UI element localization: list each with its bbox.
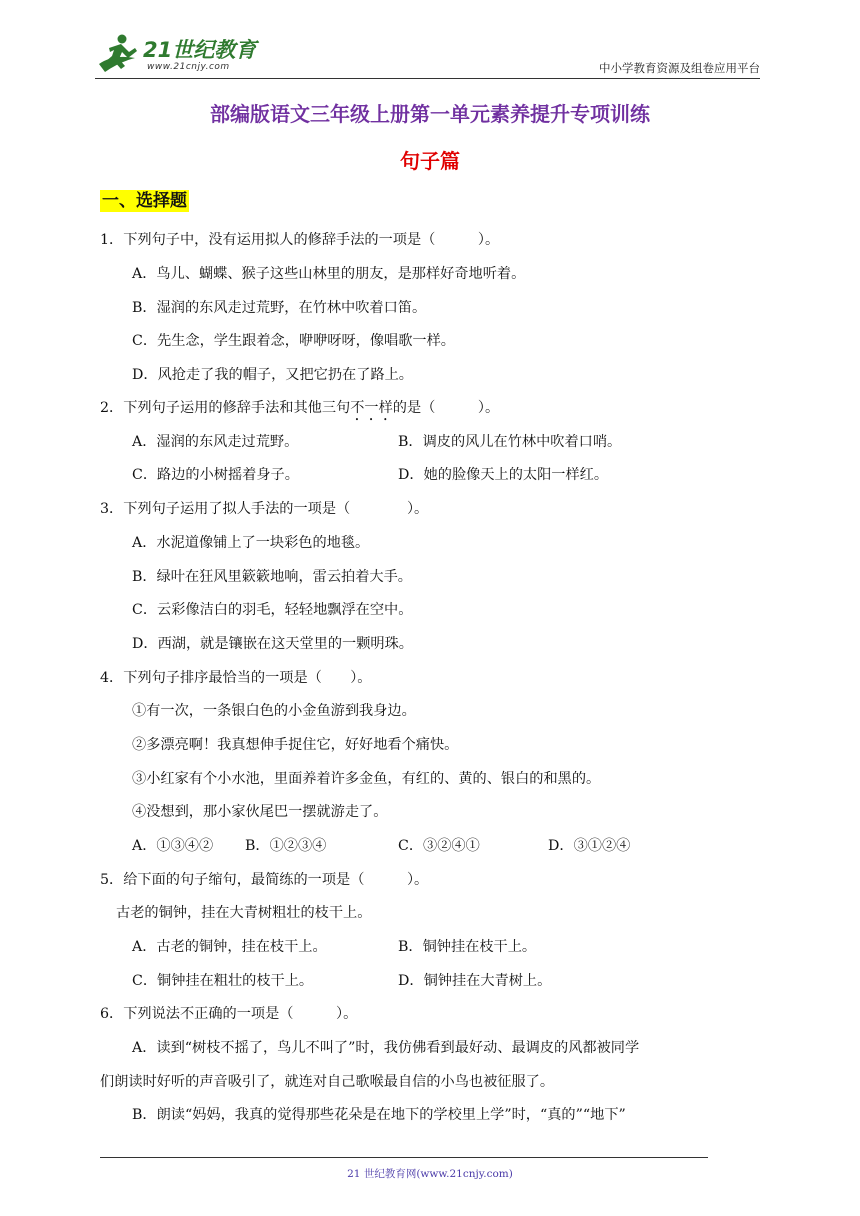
question-3-option-d: D．西湖，就是镶嵌在这天堂里的一颗明珠。 (132, 636, 413, 652)
question-3-option-b: B．绿叶在狂风里簌簌地响，雷云拍着大手。 (132, 569, 412, 585)
page-subtitle: 句子篇 (400, 149, 460, 173)
question-4-option-a: A．①③④② (132, 838, 214, 854)
question-6-stem: 6．下列说法不正确的一项是（ ）。 (100, 1006, 358, 1022)
question-1-stem: 1．下列句子中，没有运用拟人的修辞手法的一项是（ ）。 (100, 232, 500, 248)
question-3-stem: 3．下列句子运用了拟人手法的一项是（ ）。 (100, 501, 429, 517)
question-4-sentence-4: ④没想到，那小家伙尾巴一摆就游走了。 (132, 804, 388, 820)
question-2-stem-pre: 2．下列句子运用的修辞手法和其他三句 (100, 400, 351, 416)
question-3-option-c: C．云彩像洁白的羽毛，轻轻地飘浮在空中。 (132, 602, 413, 618)
question-6-option-a-line-2: 们朗读时好听的声音吸引了，就连对自己歌喉最自信的小鸟也被征服了。 (100, 1074, 555, 1090)
question-5-option-c: C．铜钟挂在粗壮的枝干上。 (132, 973, 314, 989)
question-6-option-b-line-1: B．朗读“妈妈，我真的觉得那些花朵是在地下的学校里上学”时，“真的”“地下” (132, 1107, 626, 1123)
question-6-option-a-line-1: A．读到“树枝不摇了，鸟儿不叫了”时，我仿佛看到最好动、最调皮的风都被同学 (132, 1040, 640, 1056)
question-3-option-a: A．水泥道像铺上了一块彩色的地毯。 (132, 535, 370, 551)
question-4-stem: 4．下列句子排序最恰当的一项是（ ）。 (100, 670, 372, 686)
question-2-stem-emphasis: 不一样 (350, 400, 393, 416)
question-4-option-d: D．③①②④ (548, 838, 631, 854)
platform-name: 中小学教育资源及组卷应用平台 (599, 61, 760, 75)
question-1-option-d: D．风抢走了我的帽子，又把它扔在了路上。 (132, 367, 413, 383)
question-2-option-c: C．路边的小树摇着身子。 (132, 467, 299, 483)
logo-text: 21世纪教育 (143, 38, 257, 62)
question-2-option-d: D．她的脸像天上的太阳一样红。 (398, 467, 609, 483)
page-title: 部编版语文三年级上册第一单元素养提升专项训练 (210, 102, 650, 126)
footer-text: 21 世纪教育网(www.21cnjy.com) (347, 1168, 513, 1180)
question-4-sentence-2: ②多漂亮啊！我真想伸手捉住它，好好地看个痛快。 (132, 737, 459, 753)
question-1-option-c: C．先生念，学生跟着念，咿咿呀呀，像唱歌一样。 (132, 333, 455, 349)
question-2-option-b: B．调皮的风儿在竹林中吹着口哨。 (398, 434, 622, 450)
footer-divider (100, 1157, 708, 1158)
question-4-sentence-3: ③小红家有个小水池，里面养着许多金鱼，有红的、黄的、银白的和黑的。 (132, 771, 601, 787)
question-5-option-a: A．古老的铜钟，挂在枝干上。 (132, 939, 327, 955)
logo-url: www.21cnjy.com (147, 62, 230, 72)
logo (95, 30, 265, 76)
question-4-option-c: C．③②④① (398, 838, 480, 854)
question-1-option-b: B．湿润的东风走过荒野，在竹林中吹着口笛。 (132, 300, 427, 316)
runner-logo-icon (95, 32, 141, 76)
question-2-option-a: A．湿润的东风走过荒野。 (132, 434, 299, 450)
question-5-sentence: 古老的铜钟，挂在大青树粗壮的枝干上。 (116, 905, 372, 921)
header-divider (95, 78, 760, 79)
question-5-stem: 5．给下面的句子缩句，最简练的一项是（ ）。 (100, 872, 429, 888)
question-5-option-d: D．铜钟挂在大青树上。 (398, 973, 552, 989)
section-heading: 一、选择题 (102, 191, 187, 211)
question-1-option-a: A．鸟儿、蝴蝶、猴子这些山林里的朋友，是那样好奇地听着。 (132, 266, 526, 282)
question-5-option-b: B．铜钟挂在枝干上。 (398, 939, 537, 955)
question-4-sentence-1: ①有一次，一条银白色的小金鱼游到我身边。 (132, 703, 416, 719)
question-2-stem-post: 的是（ ）。 (392, 400, 500, 416)
page-header (95, 30, 760, 78)
question-2-stem (100, 398, 499, 424)
question-4-option-b: B．①②③④ (245, 838, 327, 854)
